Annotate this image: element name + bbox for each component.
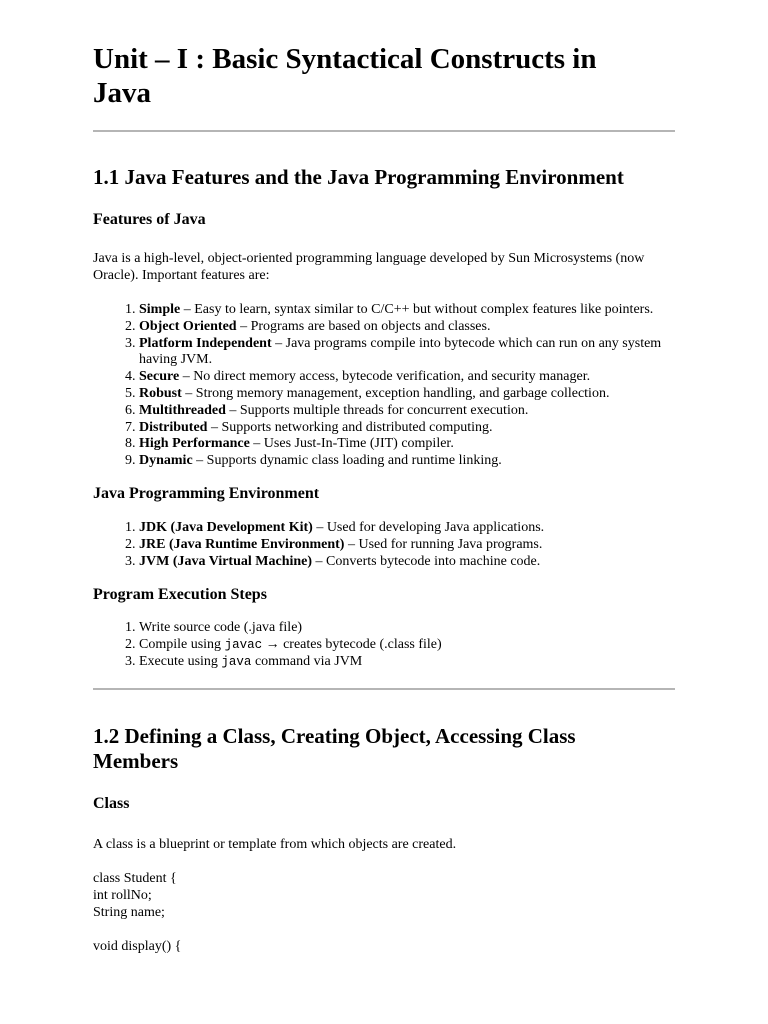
list-item-desc: – Strong memory management, exception handling, and garbage collection. [181, 385, 610, 401]
list-item [139, 420, 675, 437]
list-item-term: Platform Independent [139, 335, 272, 351]
list-item-desc: – Easy to learn, syntax similar to C/C++ but without complex features like pointers. [180, 302, 654, 317]
section-heading-1-2: 1.2 Defining a Class, Creating Object, Accessing Class Members [93, 723, 576, 773]
step-text: Compile using [139, 637, 225, 653]
subheading-environment: Java Programming Environment [93, 484, 320, 502]
list-item-term: Simple [139, 302, 181, 317]
list-item-desc: – Programs are based on objects and classes. [236, 318, 491, 334]
list-item [139, 436, 675, 453]
list-item [139, 453, 675, 470]
list-item-desc: – No direct memory access, bytecode verification, and security manager. [179, 369, 591, 385]
class-description: A class is a blueprint or template from which objects are created. [93, 836, 457, 852]
list-item-term: Object Oriented [139, 318, 237, 334]
list-item-desc: – Used for running Java programs. [344, 536, 543, 552]
divider [93, 130, 675, 132]
list-item [139, 637, 675, 654]
inline-code: javac [224, 638, 263, 653]
step-text: → creates bytecode (.class file) [262, 637, 442, 653]
list-item-term: Secure [139, 369, 180, 385]
list-item-term: JRE (Java Runtime Environment) [139, 536, 345, 552]
code-line: class Student { [93, 870, 177, 886]
list-item [139, 537, 675, 554]
list-item [139, 386, 675, 403]
list-item [139, 520, 675, 537]
subheading-features: Features of Java [93, 211, 206, 228]
step-text: Write source code (.java file) [139, 620, 303, 636]
list-item-desc: – Java programs compile into bytecode which can run on any system having JVM. [139, 335, 662, 368]
list-item [139, 620, 675, 637]
list-item [139, 302, 675, 319]
code-block [93, 870, 675, 921]
features-intro: Java is a high-level, object-oriented programming language developed by Sun Microsystems (now Oracle). Important features are: [93, 251, 645, 283]
features-list [93, 302, 675, 470]
list-item [139, 654, 675, 671]
list-item-term: JDK (Java Development Kit) [139, 519, 313, 535]
list-item-desc: – Supports networking and distributed computing. [207, 419, 493, 435]
list-item [139, 369, 675, 386]
inline-code: java [221, 654, 252, 669]
list-item-term: Dynamic [139, 453, 193, 469]
section-heading-1-1: 1.1 Java Features and the Java Programming Environment [93, 165, 624, 189]
list-item [139, 403, 675, 420]
step-text: Execute using [139, 653, 222, 669]
code-line: String name; [93, 904, 165, 920]
divider [93, 688, 675, 690]
list-item-desc: – Used for developing Java applications. [312, 519, 545, 535]
list-item-desc: – Supports multiple threads for concurrent execution. [225, 402, 529, 418]
list-item-desc: – Converts bytecode into machine code. [312, 553, 541, 569]
subheading-execution-steps: Program Execution Steps [93, 586, 267, 604]
list-item [139, 319, 675, 336]
list-item [139, 554, 675, 571]
list-item-term: JVM (Java Virtual Machine) [139, 553, 313, 569]
code-line: int rollNo; [93, 887, 152, 903]
list-item-desc: – Uses Just-In-Time (JIT) compiler. [249, 436, 454, 452]
list-item-desc: – Supports dynamic class loading and runtime linking. [192, 453, 502, 469]
list-item-term: Robust [139, 385, 182, 401]
subheading-class: Class [93, 794, 130, 812]
list-item-term: Distributed [139, 419, 208, 435]
page-title: Unit – I : Basic Syntactical Constructs in Java [93, 43, 597, 109]
code-line: void display() { [93, 938, 182, 954]
environment-list [93, 520, 675, 570]
list-item-term: Multithreaded [139, 402, 226, 418]
list-item-term: High Performance [139, 436, 250, 452]
list-item [139, 336, 675, 370]
execution-steps-list [93, 620, 675, 670]
step-text: command via JVM [251, 653, 363, 669]
